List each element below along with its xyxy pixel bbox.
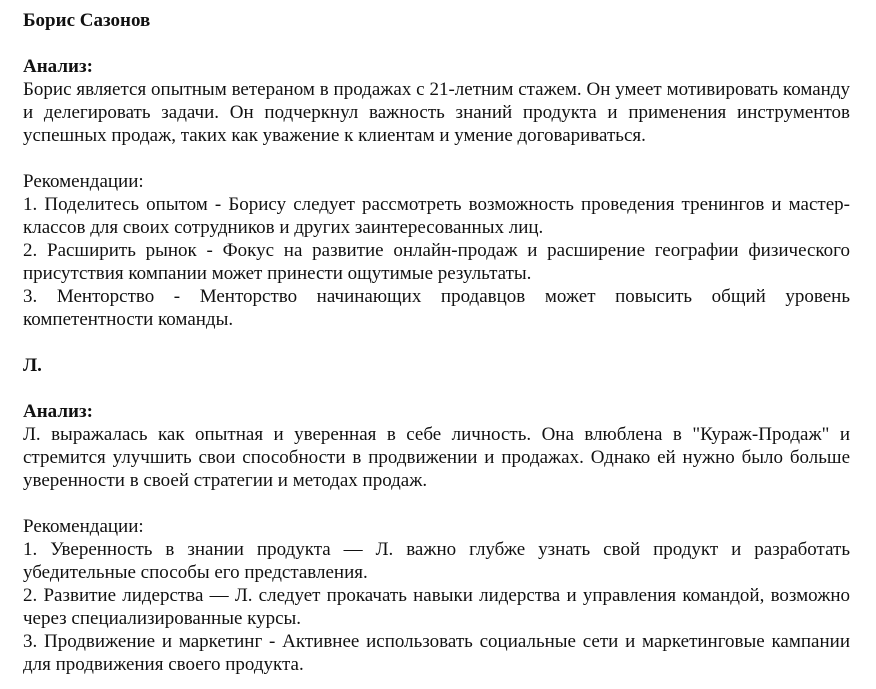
recommendation-item: 2. Расширить рынок - Фокус на развитие онлайн-продаж и расширение географии физического присутствия компании может принести ощутимые результаты. bbox=[23, 240, 850, 284]
recommendations-label: Рекомендации: bbox=[23, 171, 144, 192]
person-section bbox=[23, 9, 850, 331]
recommendation-item: 3. Менторство - Менторство начинающих продавцов может повысить общий уровень компетентности команды. bbox=[23, 286, 850, 330]
person-name: Л. bbox=[23, 355, 42, 376]
person-name: Борис Сазонов bbox=[23, 10, 151, 31]
analysis-heading: Анализ: bbox=[23, 56, 93, 77]
analysis-text: Борис является опытным ветераном в продажах с 21-летним стажем. Он умеет мотивировать команду и делегировать задачи. Он подчеркнул важность знаний продукта и применения инструментов успешных продаж, таких как уважение к клиентам и умение договариваться. bbox=[23, 79, 850, 146]
recommendations-label: Рекомендации: bbox=[23, 516, 144, 537]
recommendation-item: 2. Развитие лидерства — Л. следует прокачать навыки лидерства и управления командой, возможно через специализированные курсы. bbox=[23, 585, 850, 629]
analysis-text: Л. выражалась как опытная и уверенная в себе личность. Она влюблена в "Кураж-Продаж" и стремится улучшить свои способности в продвижении и продажах. Однако ей нужно было больше уверенности в своей стратегии и методах продаж. bbox=[23, 424, 850, 491]
recommendation-item: 1. Уверенность в знании продукта — Л. важно глубже узнать свой продукт и разработать убедительные способы его представления. bbox=[23, 539, 850, 583]
recommendation-item: 3. Продвижение и маркетинг - Активнее использовать социальные сети и маркетинговые кампании для продвижения своего продукта. bbox=[23, 631, 850, 675]
recommendation-item: 1. Поделитесь опытом - Борису следует рассмотреть возможность проведения тренингов и мастер-классов для своих сотрудников и других заинтересованных лиц. bbox=[23, 194, 850, 238]
analysis-heading: Анализ: bbox=[23, 401, 93, 422]
person-section bbox=[23, 354, 850, 676]
